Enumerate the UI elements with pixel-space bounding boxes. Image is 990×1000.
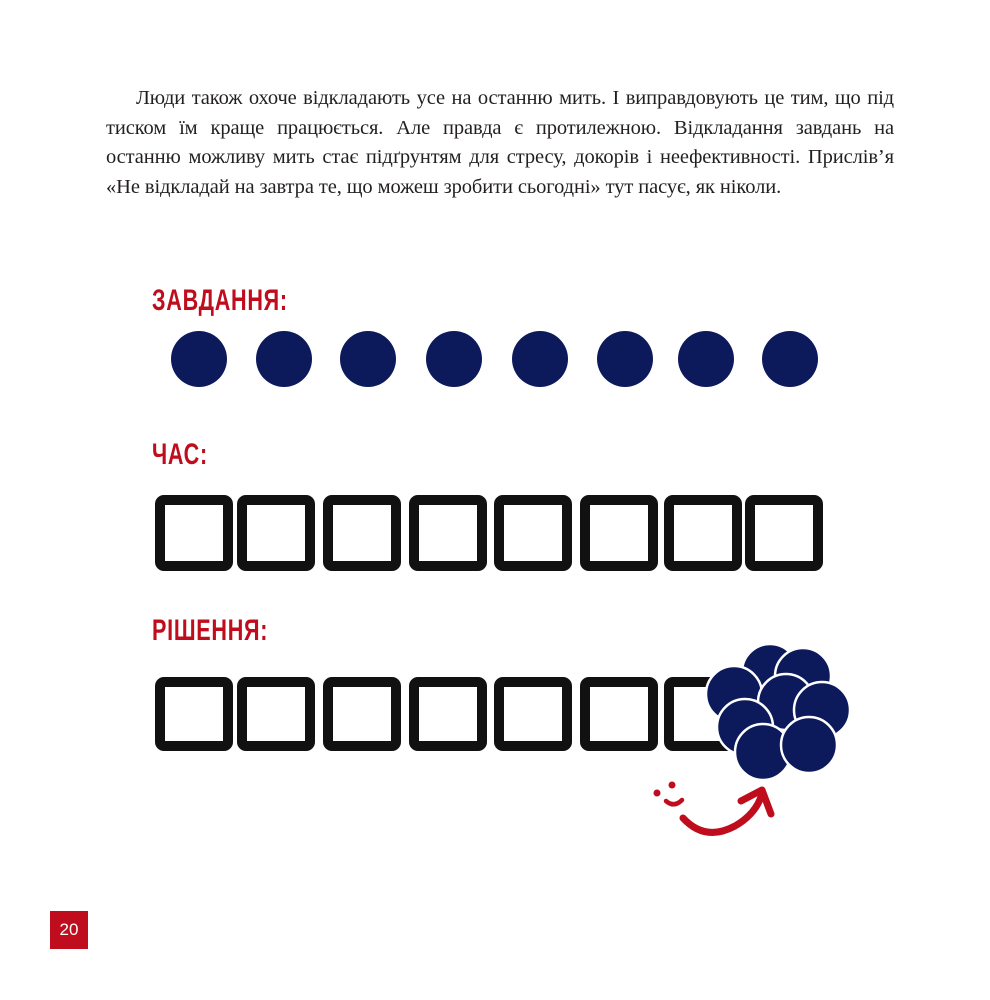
task-dot bbox=[762, 331, 818, 387]
task-dot bbox=[426, 331, 482, 387]
time-slot bbox=[750, 500, 818, 566]
task-dot bbox=[171, 331, 227, 387]
time-slot bbox=[669, 500, 737, 566]
task-dot bbox=[340, 331, 396, 387]
smiley-arrow-icon bbox=[654, 782, 772, 833]
time-slots-row bbox=[160, 500, 818, 566]
time-slot bbox=[242, 500, 310, 566]
solution-slot bbox=[328, 682, 396, 746]
body-paragraph: Люди також охоче відкладають усе на останню мить. І виправдовують це тим, що під тиском їм краще працюється. Але правда є протилежною. Відкладання завдань на останню можливу мить стає підґрунтям для стресу, докорів і неефективності. Прислів’я «Не відкладай на завтра те, що можеш зробити сьогодні» тут пасує, як ніколи. bbox=[106, 87, 894, 198]
solution-label: РІШЕННЯ: bbox=[152, 614, 269, 647]
clustered-task-dot bbox=[781, 717, 837, 773]
time-slot bbox=[499, 500, 567, 566]
solution-slot bbox=[242, 682, 310, 746]
tasks-label: ЗАВДАННЯ: bbox=[152, 284, 288, 317]
task-dot bbox=[512, 331, 568, 387]
time-label: ЧАС: bbox=[152, 438, 208, 471]
solution-slot bbox=[414, 682, 482, 746]
task-dots-row bbox=[171, 331, 818, 387]
time-slot bbox=[328, 500, 396, 566]
page-number: 20 bbox=[50, 911, 88, 949]
task-dot bbox=[678, 331, 734, 387]
clustered-tasks bbox=[706, 644, 850, 780]
task-dot bbox=[597, 331, 653, 387]
solution-slot bbox=[160, 682, 228, 746]
task-dot bbox=[256, 331, 312, 387]
time-slot bbox=[585, 500, 653, 566]
time-slot bbox=[160, 500, 228, 566]
solution-slot bbox=[585, 682, 653, 746]
solution-slot bbox=[499, 682, 567, 746]
solution-slots-row bbox=[160, 682, 737, 746]
time-slot bbox=[414, 500, 482, 566]
